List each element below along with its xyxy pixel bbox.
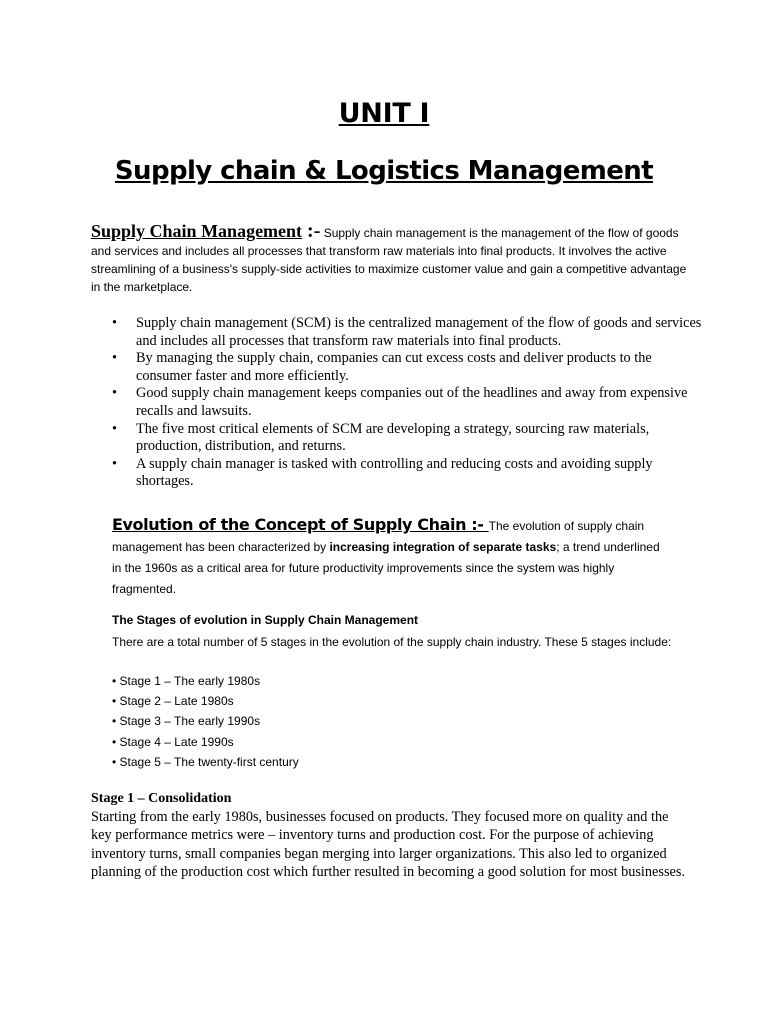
stage-item: • Stage 4 – Late 1990s: [112, 734, 234, 749]
evolution-bold-text: increasing integration of separate tasks: [329, 540, 557, 554]
list-item-text: Good supply chain management keeps companies out of the headlines and away from expensive recalls and lawsuits.: [136, 385, 688, 419]
scm-paragraph: [91, 222, 691, 296]
stage1-text: Starting from the early 1980s, businesses focused on products. They focused more on quality and the key performance metrics were – inventory turns and production cost. For the purpose of achieving inventory turns, small companies began merging into larger organizations. This also led to organized planning of the production cost which further resulted in becoming a good solution for most businesses.: [91, 809, 686, 881]
stage-item: • Stage 2 – Late 1980s: [112, 694, 234, 709]
list-item: [112, 350, 702, 385]
stage-item: • Stage 3 – The early 1990s: [112, 714, 261, 729]
scm-bullet-list: [112, 315, 702, 491]
bullet-icon: •: [112, 350, 118, 367]
list-item-text: Supply chain management (SCM) is the centralized management of the flow of goods and services and includes all processes that transform raw materials into final products.: [136, 315, 702, 349]
list-item: [112, 456, 702, 491]
list-item-text: By managing the supply chain, companies can cut excess costs and deliver products to the consumer faster and more efficiently.: [136, 350, 652, 384]
stage-item: • Stage 5 – The twenty-first century: [112, 754, 299, 769]
stages-intro: There are a total number of 5 stages in the evolution of the supply chain industry. These 5 stages include:: [112, 635, 672, 649]
bullet-icon: •: [112, 315, 118, 331]
scm-separator: :-: [302, 220, 321, 242]
list-item: [112, 385, 702, 420]
stages-heading: The Stages of evolution in Supply Chain Management: [112, 613, 419, 627]
bullet-icon: •: [112, 385, 118, 402]
evolution-paragraph: [112, 514, 672, 600]
list-item-text: A supply chain manager is tasked with controlling and reducing costs and avoiding supply shortages.: [136, 455, 653, 490]
scm-heading: Supply Chain Management: [91, 221, 303, 241]
main-title: Supply chain & Logistics Management: [114, 156, 654, 186]
evolution-text-after: ; a trend underlined in the 1960s as a critical area for future productivity improvements since the system was highly fragmented.: [112, 540, 660, 596]
list-item-text: The five most critical elements of SCM are developing a strategy, sourcing raw materials, production, distribution, and returns.: [136, 420, 650, 455]
evolution-text-before: The evolution of supply chain management has been characterized by: [112, 519, 645, 554]
list-item: [112, 421, 702, 456]
bullet-icon: •: [112, 420, 118, 437]
stage-item: • Stage 1 – The early 1980s: [112, 674, 261, 688]
evolution-heading: Evolution of the Concept of Supply Chain :-: [112, 515, 489, 534]
bullet-icon: •: [112, 455, 118, 472]
scm-text: Supply chain management is the management of the flow of goods and services and includes all processes that transform raw materials into final products. It involves the active streamlining of a business's supply-side activities to maximize customer value and gain a competitive advantage in the marketplace.: [91, 226, 687, 294]
unit-title: UNIT I: [338, 98, 430, 129]
stage1-heading: Stage 1 – Consolidation: [91, 791, 232, 806]
stage-list: [112, 671, 612, 772]
list-item: [112, 315, 702, 350]
